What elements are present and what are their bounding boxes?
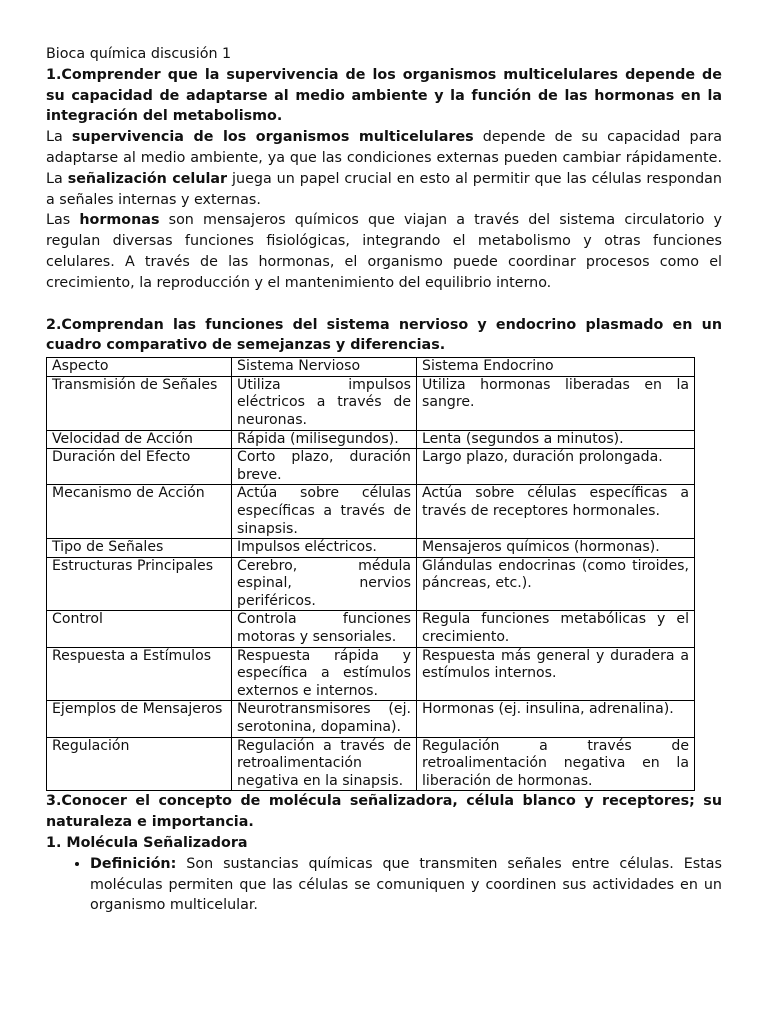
table-row (47, 557, 695, 611)
section2-heading: 2.Comprendan las funciones del sistema nervioso y endocrino plasmado en un cuadro comparativo de semejanzas y diferencias. (46, 316, 722, 354)
comparison-table (46, 357, 695, 791)
list-item (90, 854, 722, 916)
table-cell: Rápida (milisegundos). (232, 430, 417, 449)
table-cell: Regulación (47, 737, 232, 791)
table-cell: Respuesta rápida y específica a estímulos externos e internos. (232, 647, 417, 701)
text-span: Las (46, 212, 80, 229)
text-span: depende de su capacidad para adaptarse al medio ambiente, ya que las condiciones externas pueden cambiar rápidamente. La (46, 129, 722, 187)
table-cell: Regulación a través de retroalimentación negativa en la sinapsis. (232, 737, 417, 791)
table-cell: Cerebro, médula espinal, nervios periféricos. (232, 557, 417, 611)
table-row (47, 376, 695, 430)
text-span: La (46, 129, 72, 146)
table-cell: Respuesta más general y duradera a estímulos internos. (417, 647, 695, 701)
table-cell: Mecanismo de Acción (47, 485, 232, 539)
table-cell: Corto plazo, duración breve. (232, 449, 417, 485)
table-cell: Regula funciones metabólicas y el crecimiento. (417, 611, 695, 647)
document-title: Bioca química discusión 1 (46, 46, 232, 62)
table-row (47, 449, 695, 485)
table-header-cell: Aspecto (47, 358, 232, 377)
bold-term: hormonas (79, 212, 160, 229)
table-cell: Duración del Efecto (47, 449, 232, 485)
table-header-cell: Sistema Endocrino (417, 358, 695, 377)
bullet-list (46, 854, 722, 916)
table-cell: Velocidad de Acción (47, 430, 232, 449)
table-cell: Ejemplos de Mensajeros (47, 701, 232, 737)
text-span: son mensajeros químicos que viajan a través del sistema circulatorio y regulan diversas funciones fisiológicas, integrando el metabolismo y otras funciones celulares. A través de las hormonas, el organismo puede coordinar procesos como el crecimiento, la reproducción y el mantenimiento del equilibrio interno. (46, 212, 722, 291)
text-span: Son sustancias químicas que transmiten señales entre células. Estas moléculas permiten que las células se comuniquen y coordinen sus actividades en un organismo multicelular. (90, 855, 722, 914)
bold-term: Definición: (90, 855, 177, 872)
table-cell: Largo plazo, duración prolongada. (417, 449, 695, 485)
table-header-cell: Sistema Nervioso (232, 358, 417, 377)
bold-term: señalización celular (67, 170, 228, 187)
table-cell: Mensajeros químicos (hormonas). (417, 539, 695, 558)
table-cell: Controla funciones motoras y sensoriales. (232, 611, 417, 647)
table-row (47, 737, 695, 791)
table-row (47, 701, 695, 737)
table-cell: Regulación a través de retroalimentación negativa en la liberación de hormonas. (417, 737, 695, 791)
blank-line (46, 294, 722, 315)
table-row (47, 647, 695, 701)
table-row (47, 539, 695, 558)
table-row (47, 611, 695, 647)
table-cell: Actúa sobre células específicas a través de sinapsis. (232, 485, 417, 539)
table-cell: Utiliza impulsos eléctricos a través de neuronas. (232, 376, 417, 430)
table-header-row (47, 358, 695, 377)
table-cell: Estructuras Principales (47, 557, 232, 611)
section1-heading: 1.Comprender que la supervivencia de los organismos multicelulares depende de su capacidad de adaptarse al medio ambiente y la función de las hormonas en la integración del metabolismo. (46, 66, 722, 125)
table-cell: Transmisión de Señales (47, 376, 232, 430)
table-cell: Tipo de Señales (47, 539, 232, 558)
table-cell: Utiliza hormonas liberadas en la sangre. (417, 376, 695, 430)
table-cell: Glándulas endocrinas (como tiroides, páncreas, etc.). (417, 557, 695, 611)
section1-paragraph-2 (46, 210, 722, 293)
section1-paragraph-1 (46, 127, 722, 210)
table-cell: Actúa sobre células específicas a través de receptores hormonales. (417, 485, 695, 539)
table-cell: Impulsos eléctricos. (232, 539, 417, 558)
bold-term: supervivencia de los organismos multicelulares (71, 129, 474, 146)
table-cell: Hormonas (ej. insulina, adrenalina). (417, 701, 695, 737)
text-span: juega un papel crucial en esto al permitir que las células respondan a señales internas y externas. (46, 170, 722, 208)
table-cell: Respuesta a Estímulos (47, 647, 232, 701)
section3-subheading: 1. Molécula Señalizadora (46, 835, 248, 851)
table-row (47, 430, 695, 449)
table-cell: Neurotransmisores (ej. serotonina, dopamina). (232, 701, 417, 737)
table-cell: Control (47, 611, 232, 647)
section3-heading: 3.Conocer el concepto de molécula señalizadora, célula blanco y receptores; su naturaleza e importancia. (46, 793, 722, 831)
table-row (47, 485, 695, 539)
table-cell: Lenta (segundos a minutos). (417, 430, 695, 449)
